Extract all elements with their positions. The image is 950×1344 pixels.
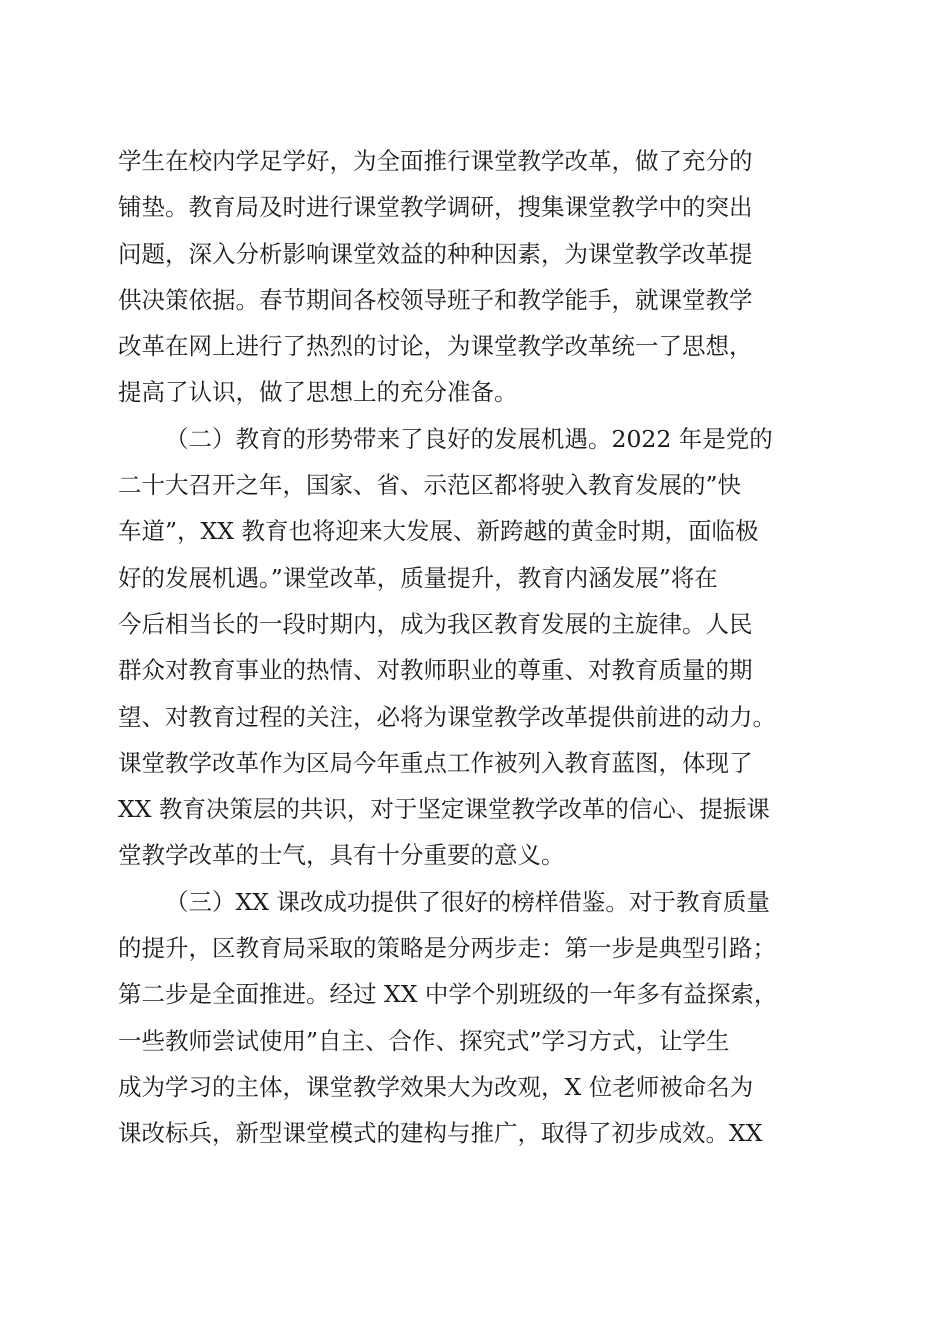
text-line: 二十大召开之年，国家、省、示范区都将驶入教育发展的”快 [118, 471, 742, 500]
text-line: 铺垫。教育局及时进行课堂教学调研，搜集课堂教学中的突出 [118, 193, 753, 222]
text-line: 一些教师尝试使用”自主、合作、探究式”学习方式，让学生 [118, 1026, 730, 1055]
text-line: 改革在网上进行了热烈的讨论，为课堂教学改革统一了思想， [118, 332, 753, 361]
section-heading-line: （三）XX 课改成功提供了很好的榜样借鉴。对于教育质量 [165, 887, 770, 916]
text-line: 今后相当长的一段时期内，成为我区教育发展的主旋律。人民 [118, 609, 753, 638]
body-text [118, 138, 834, 1157]
text-line: XX 教育决策层的共识，对于坚定课堂教学改革的信心、提振课 [118, 795, 770, 824]
text-line: 成为学习的主体，课堂教学效果大为改观，X 位老师被命名为 [118, 1072, 754, 1101]
text-line: 的提升，区教育局采取的策略是分两步走：第一步是典型引路； [118, 934, 776, 963]
text-line: 问题，深入分析影响课堂效益的种种因素，为课堂教学改革提 [118, 239, 753, 268]
text-line: 车道”，XX 教育也将迎来大发展、新跨越的黄金时期，面临极 [118, 517, 759, 546]
text-line: 堂教学改革的士气，具有十分重要的意义。 [118, 841, 565, 870]
text-line: 提高了认识，做了思想上的充分准备。 [118, 378, 518, 407]
text-line: 学生在校内学足学好，为全面推行课堂教学改革，做了充分的 [118, 147, 753, 175]
section-heading-line: （二）教育的形势带来了良好的发展机遇。2022 年是党的 [165, 424, 773, 453]
text-line: 好的发展机遇。”课堂改革，质量提升，教育内涵发展”将在 [118, 563, 718, 592]
text-line: 供决策依据。春节期间各校领导班子和教学能手，就课堂教学 [118, 285, 753, 314]
text-line: 课堂教学改革作为区局今年重点工作被列入教育蓝图，体现了 [118, 748, 753, 777]
text-line: 群众对教育事业的热情、对教师职业的尊重、对教育质量的期 [118, 656, 753, 685]
text-line: 望、对教育过程的关注，必将为课堂教学改革提供前进的动力。 [118, 702, 776, 731]
text-line: 课改标兵，新型课堂模式的建构与推广，取得了初步成效。XX [118, 1119, 763, 1148]
text-line: 第二步是全面推进。经过 XX 中学个别班级的一年多有益探索， [118, 980, 778, 1009]
